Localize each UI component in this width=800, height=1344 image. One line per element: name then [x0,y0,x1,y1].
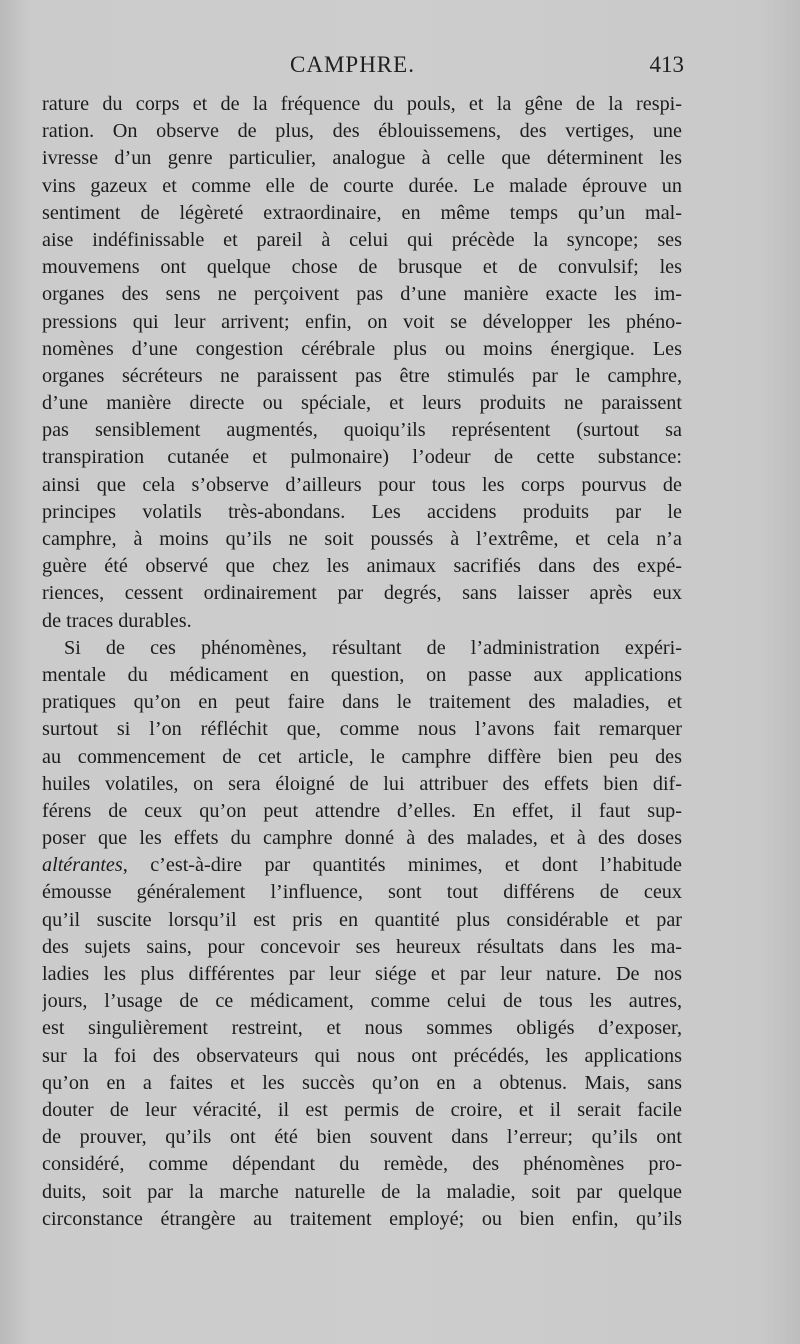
text-line: ladies les plus différentes par leur siége et par leur nature. De nos [42,963,682,985]
paragraph-end-line: de traces durables. [42,609,192,632]
text-line: rature du corps et de la fréquence du pouls, et la gêne de la respi- [42,93,682,115]
page-header [40,52,684,86]
text-line: surtout si l’on réfléchit que, comme nous l’avons fait remarquer [42,718,682,741]
text-line: organes sécréteurs ne paraissent pas être stimulés par le camphre, [42,364,682,387]
text-line: huiles volatiles, on sera éloigné de lui attribuer des effets bien dif- [42,772,682,795]
text-line: émousse généralement l’influence, sont tout différens de ceux [42,881,682,904]
text-line: pressions qui leur arrivent; enfin, on voit se développer les phéno- [42,310,682,333]
text-line: poser que les effets du camphre donné à des malades, et à des doses [42,827,682,850]
text-line: pratiques qu’on en peut faire dans le traitement des maladies, et [42,691,682,714]
text-line: duits, soit par la marche naturelle de la maladie, soit par quelque [42,1180,682,1203]
text-line: sentiment de légèreté extraordinaire, en même temps qu’un mal- [42,201,682,224]
paragraph-start-line: Si de ces phénomènes, résultant de l’administration expéri- [64,636,682,659]
text-line: camphre, à moins qu’ils ne soit poussés à l’extrême, et cela n’a [42,528,682,550]
text-line: ivresse d’un genre particulier, analogue à celle que déterminent les [42,147,682,170]
text-line: sur la foi des observateurs qui nous ont précédés, les applications [42,1044,682,1067]
text-line: des sujets sains, pour concevoir ses heureux résultats dans les ma- [42,935,682,958]
text-line: ainsi que cela s’observe d’ailleurs pour tous les corps pourvus de [42,473,682,496]
text-line: au commencement de cet article, le camphre diffère bien peu des [42,745,682,768]
page-number: 413 [649,52,684,77]
text-line: nomènes d’une congestion cérébrale plus ou moins énergique. Les [42,337,682,360]
text-line: vins gazeux et comme elle de courte durée. Le malade éprouve un [42,174,682,197]
body-text [42,91,682,1233]
text-line: principes volatils très-abondans. Les accidens produits par le [42,500,682,523]
text-line: qu’on en a faites et les succès qu’on en a obtenus. Mais, sans [42,1071,682,1094]
text-line-rest: , c’est-à-dire par quantités minimes, et dont l’habitude [122,854,682,877]
text-line-with-italic [42,852,682,879]
text-line: circonstance étrangère au traitement employé; ou bien enfin, qu’ils [42,1207,682,1230]
text-line: ration. On observe de plus, des éblouissemens, des vertiges, une [42,120,682,143]
italic-term: altérantes [42,854,123,877]
text-line: jours, l’usage de ce médicament, comme celui de tous les autres, [42,990,682,1013]
text-line: guère été observé que chez les animaux sacrifiés dans des expé- [42,555,682,578]
text-line: mentale du médicament en question, on passe aux applications [42,663,682,686]
text-line: douter de leur véracité, il est permis de croire, et il serait facile [42,1098,682,1121]
text-line: aise indéfinissable et pareil à celui qui précède la syncope; ses [42,228,682,251]
text-line: organes des sens ne perçoivent pas d’une manière exacte les im- [42,283,682,306]
text-line: considéré, comme dépendant du remède, des phénomènes pro- [42,1153,682,1176]
running-title: CAMPHRE. [290,52,415,77]
text-line: transpiration cutanée et pulmonaire) l’odeur de cette substance: [42,446,682,469]
text-line: riences, cessent ordinairement par degrés, sans laisser après eux [42,582,682,605]
text-line: d’une manière directe ou spéciale, et leurs produits ne paraissent [42,392,682,415]
text-line: mouvemens ont quelque chose de brusque et de convulsif; les [42,256,682,279]
text-line: qu’il suscite lorsqu’il est pris en quantité plus considérable et par [42,908,682,931]
text-line: est singulièrement restreint, et nous sommes obligés d’exposer, [42,1017,682,1040]
text-line: pas sensiblement augmentés, quoiqu’ils représentent (surtout sa [42,419,682,442]
text-line: de prouver, qu’ils ont été bien souvent dans l’erreur; qu’ils ont [42,1126,682,1149]
text-line: férens de ceux qu’on peut attendre d’elles. En effet, il faut sup- [42,799,682,822]
